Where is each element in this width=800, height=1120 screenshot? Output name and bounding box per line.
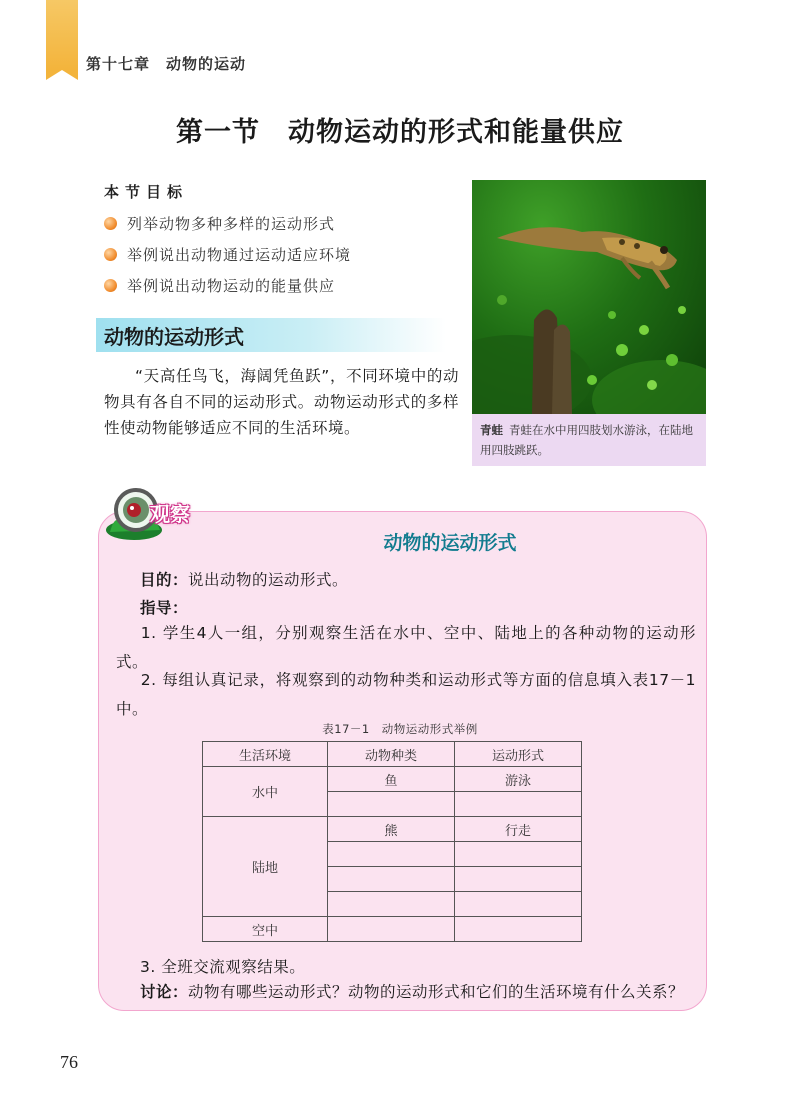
env-water-cell: 水中 xyxy=(203,767,328,817)
table-row xyxy=(203,817,582,842)
figure-caption-box xyxy=(472,414,706,466)
discussion-line: 讨论：动物有哪些运动形式？动物的运动形式和它们的生活环境有什么关系？ xyxy=(140,983,685,1001)
frog-illustration xyxy=(472,180,706,414)
subsection-title: 动物的运动形式 xyxy=(104,325,244,349)
table-cell xyxy=(328,792,455,817)
step-3: 3. 全班交流观察结果。 xyxy=(140,958,306,976)
env-air-cell: 空中 xyxy=(203,917,328,942)
subsection-banner xyxy=(96,318,446,352)
chapter-tab xyxy=(46,0,78,70)
table-cell xyxy=(455,792,582,817)
table-cell xyxy=(455,842,582,867)
table-header-row xyxy=(203,742,582,767)
bullet-icon xyxy=(104,279,117,292)
table-cell xyxy=(328,867,455,892)
table-header-cell: 动物种类 xyxy=(328,742,455,767)
table-cell: 鱼 xyxy=(328,767,455,792)
purpose-line: 目的：说出动物的运动形式。 xyxy=(140,571,349,589)
intro-paragraph: “天高任鸟飞，海阔凭鱼跃”，不同环境中的动物具有各自不同的运动形式。动物运动形式的多样性使动物能够适应不同的生活环境。 xyxy=(104,367,459,437)
goal-item: 举例说出动物运动的能量供应 xyxy=(104,270,351,301)
guide-label: 指导： xyxy=(140,599,189,617)
figure-label: 青蛙 xyxy=(480,423,503,437)
step-1: 1. 学生4人一组，分别观察生活在水中、空中、陆地上的各种动物的运动形式。 xyxy=(116,624,696,671)
chapter-title: 第十七章 动物的运动 xyxy=(86,55,247,73)
figure-caption: 青蛙 青蛙在水中用四肢划水游泳，在陆地用四肢跳跃。 xyxy=(480,423,693,457)
table-cell xyxy=(328,842,455,867)
table-caption: 表17－1 动物运动形式举例 xyxy=(322,722,478,736)
table-header-cell: 运动形式 xyxy=(455,742,582,767)
table-cell: 行走 xyxy=(455,817,582,842)
motion-table xyxy=(202,741,582,942)
table-cell xyxy=(328,917,455,942)
table-row xyxy=(203,767,582,792)
table-row xyxy=(203,917,582,942)
table-header-cell: 生活环境 xyxy=(203,742,328,767)
table-cell: 熊 xyxy=(328,817,455,842)
bullet-icon xyxy=(104,217,117,230)
goals-heading: 本节目标 xyxy=(104,183,189,201)
page-number: 76 xyxy=(60,1052,78,1072)
bullet-icon xyxy=(104,248,117,261)
goal-item: 举例说出动物通过运动适应环境 xyxy=(104,239,351,270)
table-cell: 游泳 xyxy=(455,767,582,792)
table-cell xyxy=(455,917,582,942)
observe-title: 动物的运动形式 xyxy=(383,532,517,554)
goals-list xyxy=(104,208,351,301)
goal-item: 列举动物多种多样的运动形式 xyxy=(104,208,351,239)
table-cell xyxy=(455,892,582,917)
section-title: 第一节 动物运动的形式和能量供应 xyxy=(176,117,624,148)
observe-label: 观察 xyxy=(150,502,190,526)
table-cell xyxy=(328,892,455,917)
step-2: 2. 每组认真记录，将观察到的动物种类和运动形式等方面的信息填入表17－1中。 xyxy=(116,671,696,718)
frog-photo xyxy=(472,180,706,414)
table-cell xyxy=(455,867,582,892)
env-land-cell: 陆地 xyxy=(203,817,328,917)
